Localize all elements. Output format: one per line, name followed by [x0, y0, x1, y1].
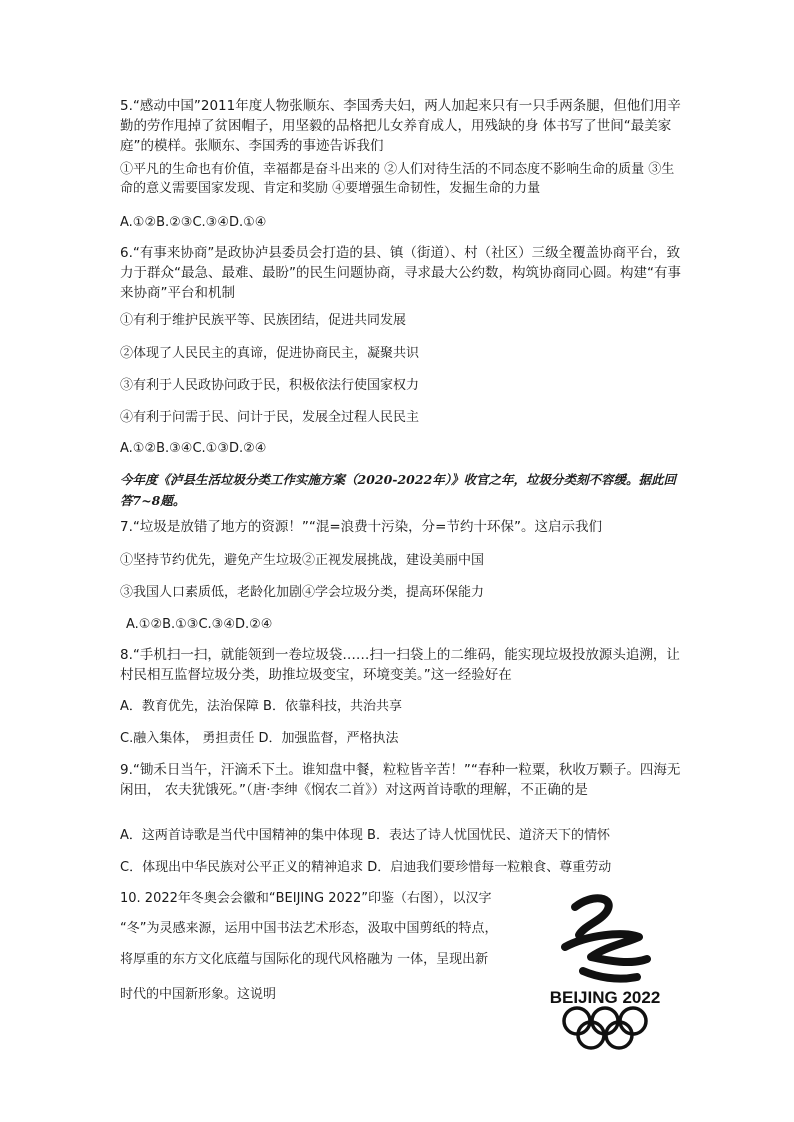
question-10-line-3: 将厚重的东方文化底蕴与国际化的现代风格融为 一体，呈现出新	[120, 952, 489, 967]
question-10-line-1: 10. 2022年冬奥会会徽和“BEIJING 2022”印鉴（右图），以汉字	[120, 891, 492, 906]
question-7-choices: A.①②B.①③C.③④D.②④	[126, 617, 273, 632]
question-8-options-ab: A．教育优先，法治保障 B．依靠科技，共治共享	[120, 699, 402, 714]
question-5-stem: 5.“感动中国”2011年度人物张顺东、李国秀夫妇，两人加起来只有一只手两条腿，但他们用辛勤的劳作甩掉了贫困帽子，用坚毅的品格把儿女养育成人，用残缺的身 体书写了世间“最美家庭”的模样。张顺东、李国秀的事迹告诉我们	[120, 98, 681, 154]
question-8-stem: 8.“手机扫一扫，就能领到一卷垃圾袋……扫一扫袋上的二维码，能实现垃圾投放源头追溯，让村民相互监督垃圾分类，助推垃圾变宝，环境变美。”这一经验好在	[120, 647, 680, 683]
question-9-options-cd: C．体现出中华民族对公平正义的精神追求 D．启迪我们要珍惜每一粒粮食、尊重劳动	[120, 860, 612, 875]
emblem-graphic	[535, 885, 675, 1055]
question-6-statement-3: ③有利于人民政协问政于民，积极依法行使国家权力	[120, 378, 420, 393]
question-10-line-4: 时代的中国新形象。这说明	[120, 987, 277, 1002]
winter-olympics-emblem-icon	[535, 885, 675, 1055]
question-7-statements-2: ③我国人口素质低，老龄化加剧④学会垃圾分类，提高环保能力	[120, 585, 485, 600]
question-6-statement-4: ④有利于问需于民、问计于民，发展全过程人民民主	[120, 410, 420, 425]
question-8-options-cd: C.融入集体， 勇担责任 D．加强监督，严格执法	[120, 731, 399, 746]
questions-7-8-intro: 今年度《泸县生活垃圾分类工作实施方案（2020-2022年）》收官之年，垃圾分类刻不容缓。据此回答7~8题。	[120, 472, 677, 508]
question-7-statements-1: ①坚持节约优先，避免产生垃圾②正视发展挑战，建设美丽中国	[120, 553, 485, 568]
question-9-options-ab: A．这两首诗歌是当代中国精神的集中体现 B．表达了诗人忧国忧民、道济天下的情怀	[120, 828, 610, 843]
question-5-statements: ①平凡的生命也有价值，幸福都是奋斗出来的 ②人们对待生活的不同态度不影响生命的质量 ③生命的意义需要国家发现、肯定和奖励 ④要增强生命韧性，发掘生命的力量	[120, 162, 675, 196]
question-6-stem: 6.“有事来协商”是政协泸县委员会打造的县、镇（街道）、村（社区）三级全覆盖协商平台，致力于群众“最急、最难、最盼”的民生问题协商，寻求最大公约数，构筑协商同心圆。构建“有事来协商”平台和机制	[120, 245, 681, 301]
question-6-statement-2: ②体现了人民民主的真谛，促进协商民主，凝聚共识	[120, 346, 420, 361]
question-9-stem: 9.“锄禾日当午，汗滴禾下土。谁知盘中餐，粒粒皆辛苦！”“春种一粒粟，秋收万颗子。四海无闲田， 农夫犹饿死。”（唐·李绅《悯农二首》）对这两首诗歌的理解，不正确的是	[120, 762, 681, 798]
question-5-choices: A.①②B.②③C.③④D.①④	[120, 215, 267, 230]
question-7-stem: 7.“垃圾是放错了地方的资源！”“混=浪费十污染，分=节约十环保”。这启示我们	[120, 519, 602, 535]
emblem-wordmark: BEIJING 2022	[549, 988, 661, 1007]
question-10-line-2: “冬”为灵感来源，运用中国书法艺术形态，汲取中国剪纸的特点，	[120, 921, 498, 936]
question-6-choices: A.①②B.③④C.①③D.②④	[120, 441, 267, 456]
question-6-statement-1: ①有利于维护民族平等、民族团结，促进共同发展	[120, 313, 407, 328]
